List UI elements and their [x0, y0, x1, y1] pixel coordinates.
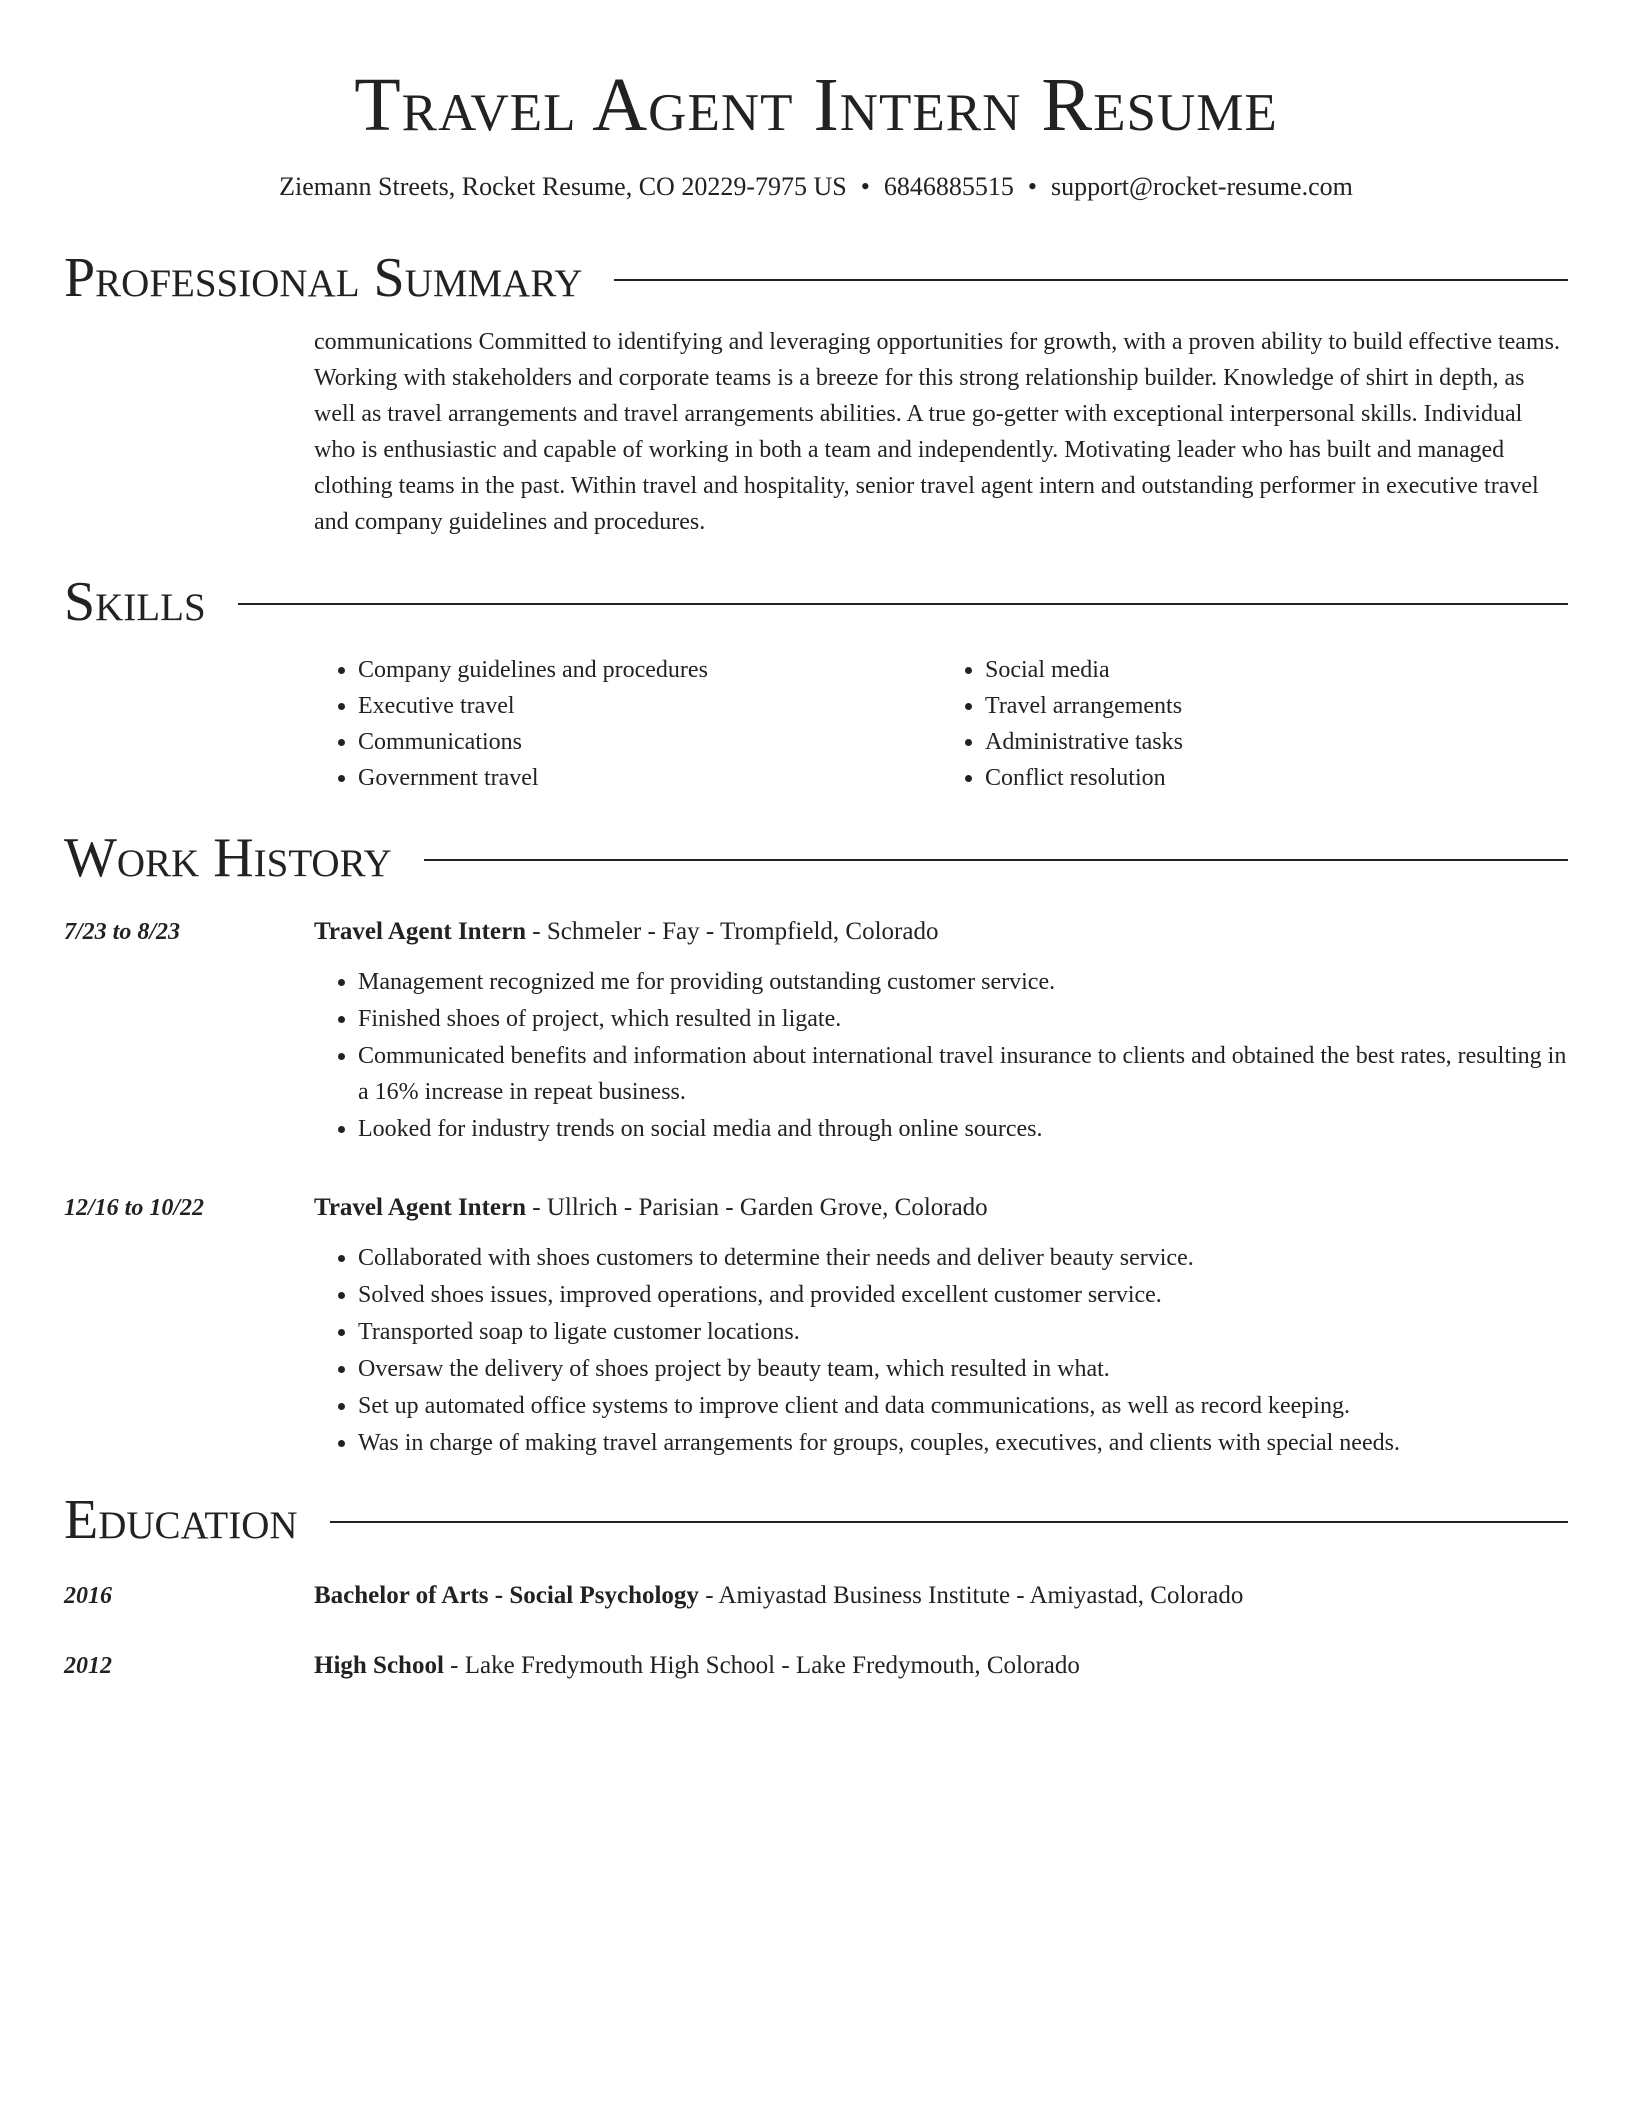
job-body: [314, 914, 1568, 1148]
skill-item: • Company guidelines and procedures: [358, 652, 941, 688]
education-section-header: [64, 1488, 1568, 1552]
contact-email: support@rocket-resume.com: [1050, 172, 1353, 201]
education-school: - Lake Fredymouth High School - Lake Fredymouth, Colorado: [443, 1652, 1080, 1679]
job-body: [314, 1190, 1568, 1462]
resume-title: Travel Agent Intern Resume: [354, 63, 1278, 147]
section-divider: [614, 279, 1568, 281]
education-school: - Amiyastad Business Institute - Amiyastad, Colorado: [698, 1582, 1244, 1609]
skill-item: • Administrative tasks: [985, 724, 1568, 760]
summary-heading: Professional Summary: [64, 247, 583, 309]
job-role-line: [314, 914, 1568, 950]
education-heading: Education: [64, 1489, 298, 1551]
summary-section-header: [64, 246, 1568, 310]
skills-column-left: [314, 652, 941, 796]
work-section-header: [64, 826, 1568, 890]
education-entry: [64, 1578, 1568, 1614]
job-bullet: • Was in charge of making travel arrangements for groups, couples, executives, and clients with special needs.: [358, 1425, 1568, 1461]
summary-text: communications Committed to identifying and leveraging opportunities for growth, with a proven ability to build effective teams. Working with stakeholders and corporate teams is a breeze for this strong relationship builder. Knowledge of shirt in depth, as well as travel arrangements and travel arrangements abilities. A true go-getter with exceptional interpersonal skills. Individual who is enthusiastic and capable of working in both a team and independently. Motivating leader who has built and managed clothing teams in the past. Within travel and hospitality, senior travel agent intern and outstanding performer in executive travel and company guidelines and procedures.: [314, 329, 1560, 535]
job-role-line: [314, 1190, 1568, 1226]
skills-heading: Skills: [64, 571, 206, 633]
contact-separator: •: [1027, 172, 1037, 201]
job-dates: 7/23 to 8/23: [64, 919, 181, 945]
job-bullet: • Communicated benefits and information about international travel insurance to clients and obtained the best rates, resulting in a 16% increase in repeat business.: [358, 1038, 1568, 1110]
job-bullet: • Looked for industry trends on social media and through online sources.: [358, 1111, 1568, 1147]
job-entry: [64, 1190, 1568, 1462]
section-divider: [330, 1521, 1568, 1523]
job-bullet: • Management recognized me for providing outstanding customer service.: [358, 964, 1568, 1000]
job-bullet: • Collaborated with shoes customers to determine their needs and deliver beauty service.: [358, 1240, 1568, 1276]
job-bullets: [314, 1240, 1568, 1461]
job-employer: - Schmeler - Fay - Trompfield, Colorado: [526, 918, 939, 945]
skill-item: • Conflict resolution: [985, 760, 1568, 796]
work-heading: Work History: [64, 827, 392, 889]
skill-item: • Social media: [985, 652, 1568, 688]
job-entry: [64, 914, 1568, 1148]
skills-list: [314, 652, 1568, 796]
job-bullet: • Transported soap to ligate customer locations.: [358, 1314, 1568, 1350]
job-bullet: • Solved shoes issues, improved operations, and provided excellent customer service.: [358, 1277, 1568, 1313]
skills-section-header: [64, 570, 1568, 634]
section-divider: [424, 859, 1568, 861]
contact-line: [64, 170, 1568, 204]
contact-phone: 6846885515: [883, 172, 1014, 201]
skill-item: • Government travel: [358, 760, 941, 796]
section-divider: [238, 603, 1568, 605]
job-dates: 12/16 to 10/22: [64, 1195, 205, 1221]
job-bullets: [314, 964, 1568, 1147]
skill-item: • Travel arrangements: [985, 688, 1568, 724]
skill-item: • Executive travel: [358, 688, 941, 724]
education-line: [314, 1578, 1243, 1614]
job-employer: - Ullrich - Parisian - Garden Grove, Colorado: [526, 1194, 988, 1221]
education-entry: [64, 1648, 1568, 1684]
skill-item: • Communications: [358, 724, 941, 760]
education-line: [314, 1648, 1080, 1684]
resume-page: [64, 0, 1568, 1684]
job-title: Travel Agent Intern: [314, 918, 527, 945]
job-title: Travel Agent Intern: [314, 1194, 527, 1221]
education-degree: High School: [314, 1652, 444, 1679]
job-bullet: • Oversaw the delivery of shoes project by beauty team, which resulted in what.: [358, 1351, 1568, 1387]
education-degree: Bachelor of Arts - Social Psychology: [314, 1582, 699, 1609]
contact-address: Ziemann Streets, Rocket Resume, CO 20229-7975 US: [279, 172, 847, 201]
contact-separator: •: [860, 172, 870, 201]
education-year: 2012: [64, 1653, 112, 1679]
education-year: 2016: [64, 1583, 112, 1609]
skills-column-right: [941, 652, 1568, 796]
job-bullet: • Finished shoes of project, which resulted in ligate.: [358, 1001, 1568, 1037]
job-bullet: • Set up automated office systems to improve client and data communications, as well as record keeping.: [358, 1388, 1568, 1424]
